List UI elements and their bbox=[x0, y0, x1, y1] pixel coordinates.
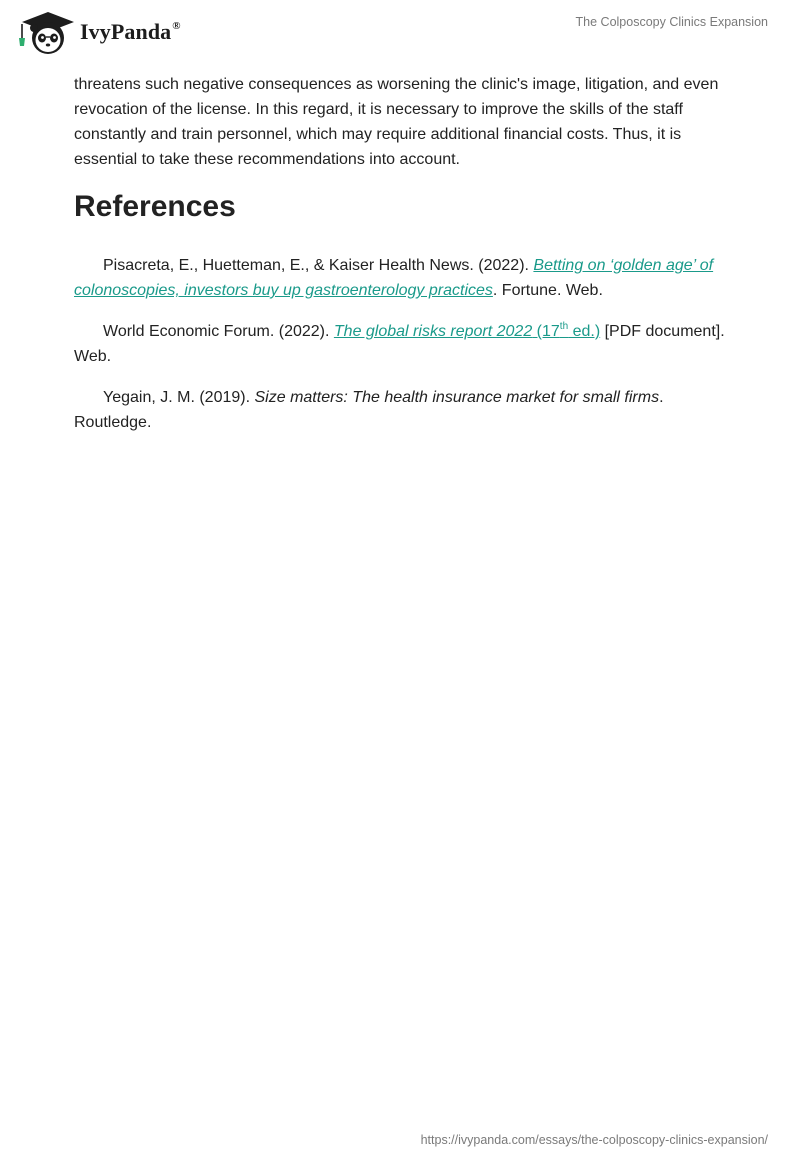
reference-authors: Yegain, J. M. (2019). bbox=[103, 389, 255, 406]
footer-url: https://ivypanda.com/essays/the-colposcopy-clinics-expansion/ bbox=[420, 1133, 768, 1147]
reference-entry bbox=[74, 385, 726, 435]
registered-mark: ® bbox=[172, 20, 181, 32]
reference-authors: Pisacreta, E., Huetteman, E., & Kaiser Health News. (2022). bbox=[103, 257, 534, 274]
reference-source: [PDF document]. Web. bbox=[74, 323, 725, 365]
body-paragraph: threatens such negative consequences as worsening the clinic's image, litigation, and even revocation of the license. In this regard, it is necessary to improve the skills of the staff constantly and train personnel, which may require additional financial costs. Thus, it is essential to take these recommendations into account. bbox=[74, 76, 719, 168]
ivypanda-logo[interactable] bbox=[16, 8, 181, 56]
panda-graduate-icon bbox=[16, 8, 76, 56]
reference-link[interactable]: The global risks report 2022 (17th ed.) bbox=[333, 321, 601, 340]
brand-name: IvyPanda® bbox=[80, 19, 181, 44]
document-body bbox=[74, 72, 726, 451]
reference-title: Size matters: The health insurance market for small firms bbox=[254, 389, 660, 406]
reference-source: . Routledge. bbox=[74, 389, 664, 431]
reference-source: . Fortune. Web. bbox=[492, 282, 603, 299]
document-title: The Colposcopy Clinics Expansion bbox=[575, 15, 768, 29]
reference-link[interactable]: Betting on ‘golden age’ of colonoscopies, investors buy up gastroenterology practices bbox=[74, 257, 714, 299]
reference-entry bbox=[74, 253, 726, 303]
reference-authors: World Economic Forum. (2022). bbox=[103, 323, 334, 340]
references-heading: References bbox=[74, 190, 236, 223]
reference-entry bbox=[74, 319, 726, 369]
